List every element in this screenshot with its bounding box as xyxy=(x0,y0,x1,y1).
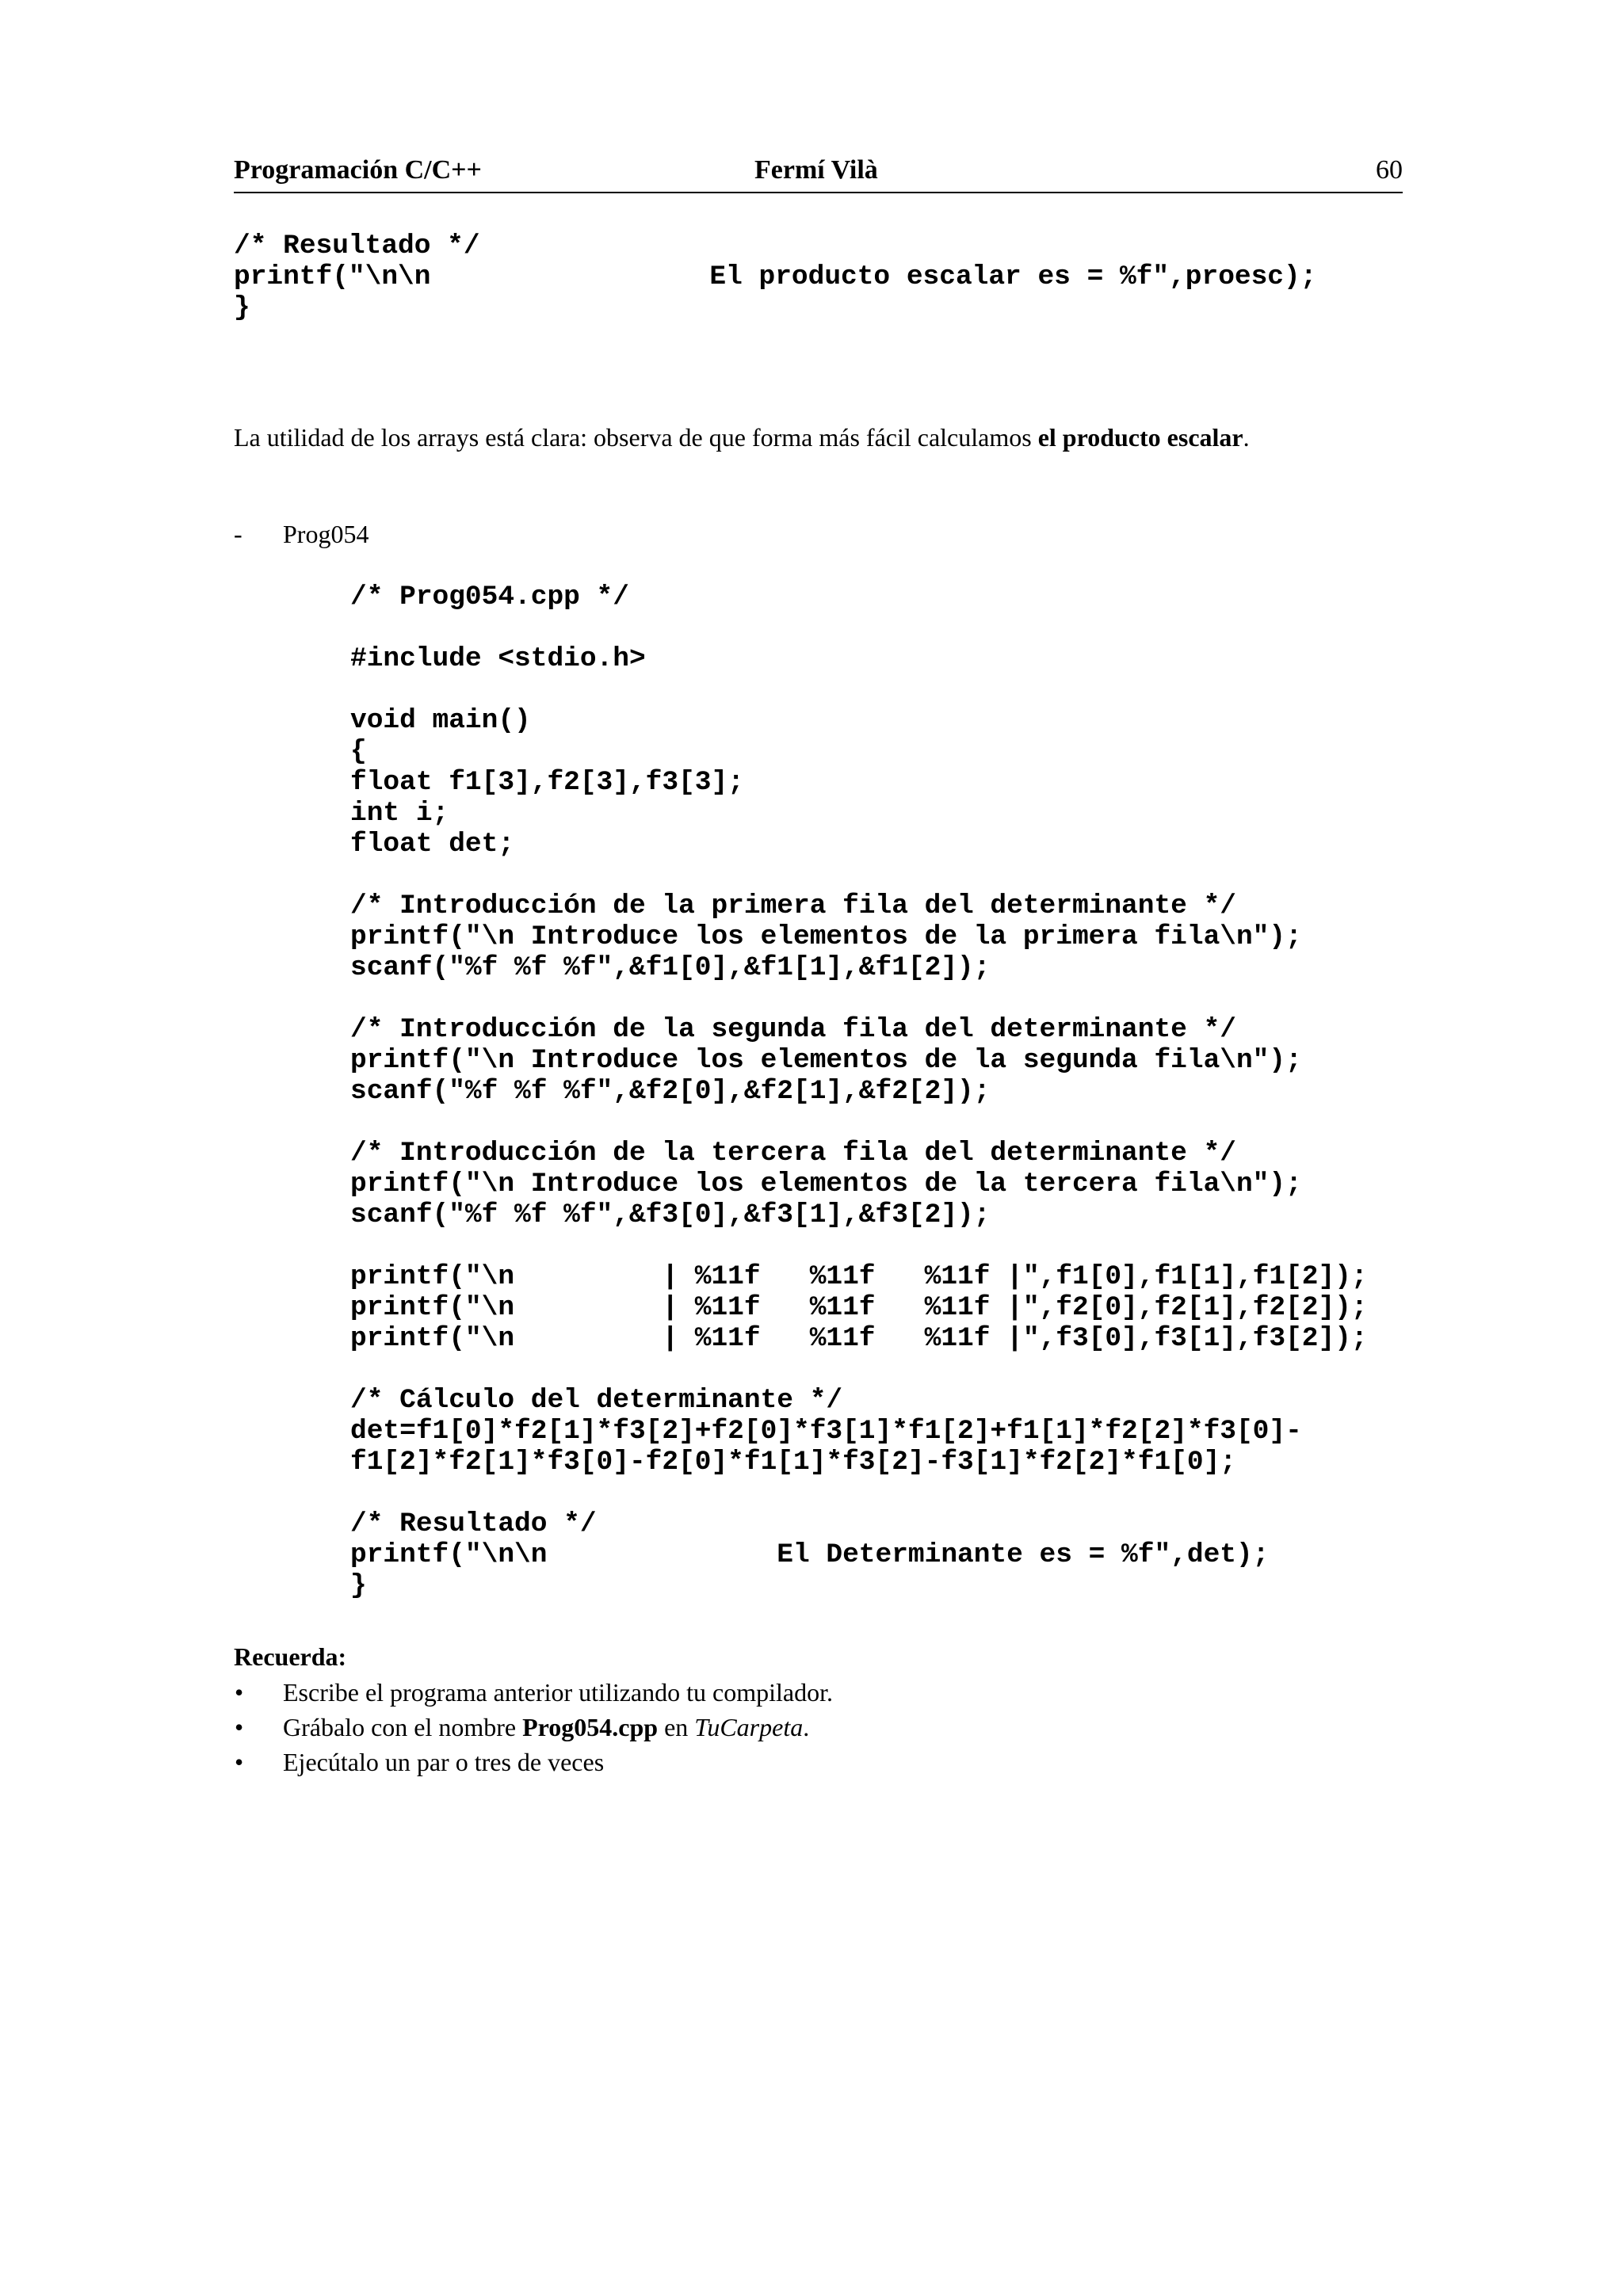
code-line: printf("\n\n El Determinante es = %f",det); xyxy=(350,1539,1270,1570)
code-line: printf("\n Introduce los elementos de la segunda fila\n"); xyxy=(350,1045,1302,1076)
code-blank-line xyxy=(350,860,1368,891)
paragraph-text: La utilidad de los arrays está clara: observa de que forma más fácil calculamos xyxy=(234,423,1038,452)
code-line: /* Prog054.cpp */ xyxy=(350,582,629,612)
code-line: } xyxy=(234,292,250,323)
page-number: 60 xyxy=(1376,155,1403,185)
code-line: { xyxy=(350,736,367,767)
code-line: printf("\n | %11f %11f %11f |",f1[0],f1[1],f1[2]); xyxy=(350,1261,1368,1292)
code-line: printf("\n Introduce los elementos de la tercera fila\n"); xyxy=(350,1169,1302,1199)
code-blank-line xyxy=(350,612,1368,643)
code-blank-line xyxy=(350,674,1368,705)
recuerda-item: Grábalo con el nombre Prog054.cpp en TuCarpeta. xyxy=(283,1713,810,1741)
page-header xyxy=(234,155,1403,193)
code-line: } xyxy=(350,1570,367,1601)
bullet-icon: • xyxy=(235,1678,244,1707)
code-blank-line xyxy=(350,1107,1368,1138)
code-line: /* Cálculo del determinante */ xyxy=(350,1385,843,1416)
code-line: scanf("%f %f %f",&f3[0],&f3[1],&f3[2]); xyxy=(350,1199,991,1230)
code-line: /* Resultado */ xyxy=(350,1508,597,1539)
code-line: float det; xyxy=(350,829,515,860)
code-line: /* Introducción de la segunda fila del determinante */ xyxy=(350,1014,1236,1045)
paragraph-end: . xyxy=(1243,423,1250,452)
item-label: Prog054 xyxy=(283,520,369,548)
intro-paragraph xyxy=(234,423,1250,452)
code-line: printf("\n Introduce los elementos de la primera fila\n"); xyxy=(350,921,1302,952)
code-blank-line xyxy=(350,983,1368,1014)
code-line: printf("\n | %11f %11f %11f |",f3[0],f3[1],f3[2]); xyxy=(350,1323,1368,1354)
code-line: f1[2]*f2[1]*f3[0]-f2[0]*f1[1]*f3[2]-f3[1]*f2[2]*f1[0]; xyxy=(350,1447,1236,1478)
code-line: scanf("%f %f %f",&f1[0],&f1[1],&f1[2]); xyxy=(350,952,991,983)
code-line: /* Introducción de la primera fila del determinante */ xyxy=(350,891,1236,921)
code-blank-line xyxy=(350,1354,1368,1385)
code-line: void main() xyxy=(350,705,531,736)
code-line: int i; xyxy=(350,798,449,829)
header-title: Programación C/C++ xyxy=(234,155,482,185)
header-author: Fermí Vilà xyxy=(754,155,878,185)
item-dash: - xyxy=(234,520,242,548)
code-line: printf("\n\n El producto escalar es = %f",proesc); xyxy=(234,261,1317,292)
code-line: printf("\n | %11f %11f %11f |",f2[0],f2[1],f2[2]); xyxy=(350,1292,1368,1323)
program-filename: Prog054.cpp xyxy=(522,1713,659,1741)
code-line: /* Introducción de la tercera fila del determinante */ xyxy=(350,1138,1236,1169)
paragraph-bold: el producto escalar xyxy=(1037,423,1243,452)
recuerda-item: Ejecútalo un par o tres de veces xyxy=(283,1748,605,1776)
code-blank-line xyxy=(350,1230,1368,1261)
code-line: det=f1[0]*f2[1]*f3[2]+f2[0]*f3[1]*f1[2]+f1[1]*f2[2]*f3[0]- xyxy=(350,1416,1302,1447)
code-line: /* Resultado */ xyxy=(234,231,480,261)
program-code-block xyxy=(350,582,1368,1601)
code-line: scanf("%f %f %f",&f2[0],&f2[1],&f2[2]); xyxy=(350,1076,991,1107)
code-blank-line xyxy=(350,1478,1368,1508)
bullet-icon: • xyxy=(235,1748,244,1776)
folder-name: TuCarpeta xyxy=(694,1713,804,1741)
code-line: #include <stdio.h> xyxy=(350,643,646,674)
bullet-icon: • xyxy=(235,1713,244,1741)
recuerda-title: Recuerda: xyxy=(234,1642,347,1671)
recuerda-item: Escribe el programa anterior utilizando tu compilador. xyxy=(283,1678,833,1707)
code-line: float f1[3],f2[3],f3[3]; xyxy=(350,767,744,798)
top-code-block xyxy=(234,231,1316,323)
